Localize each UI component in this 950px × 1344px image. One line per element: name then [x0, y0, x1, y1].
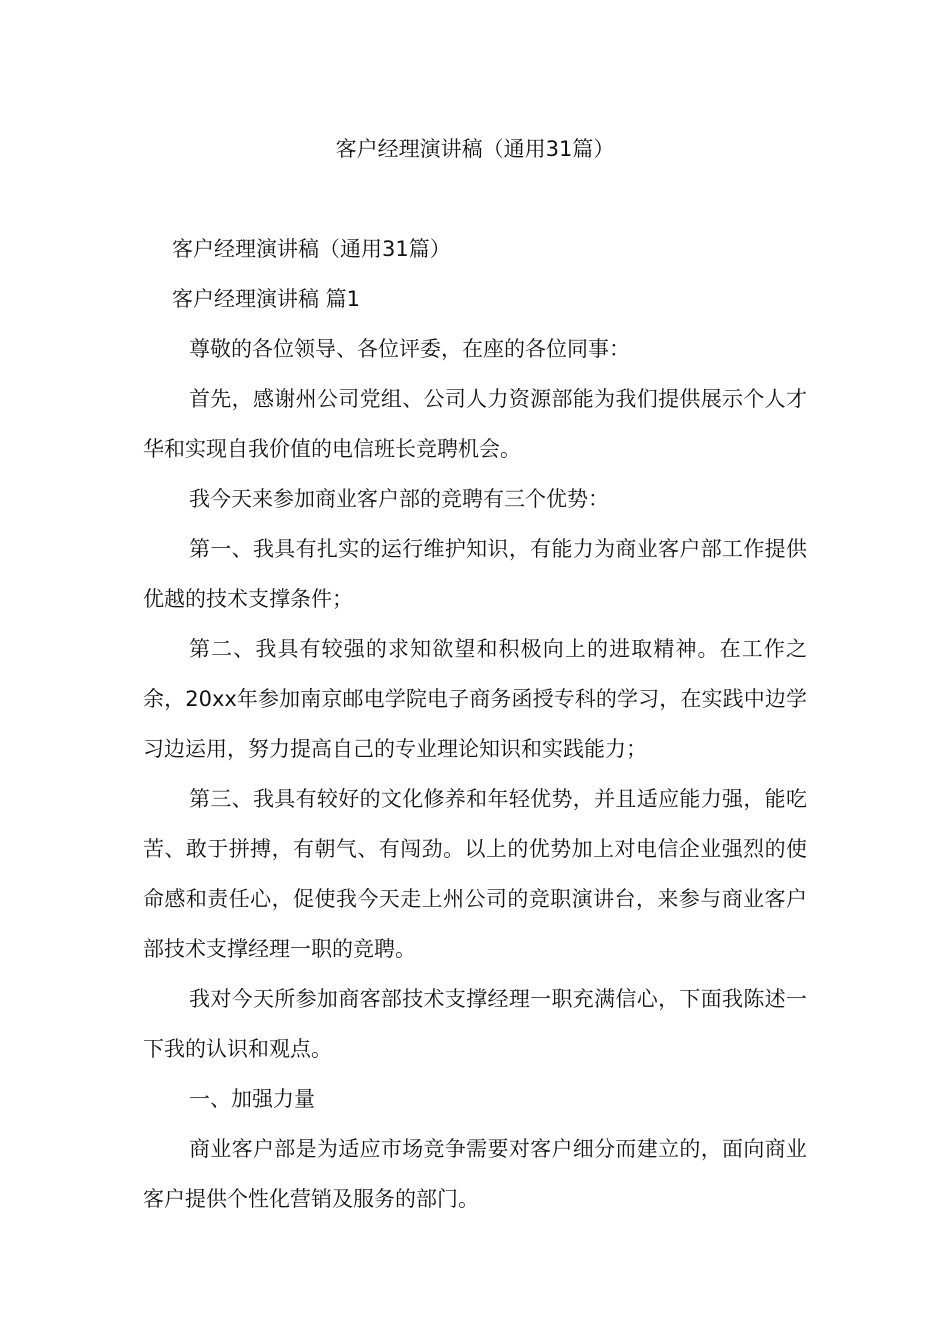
section-heading: 客户经理演讲稿 篇1	[172, 287, 361, 311]
paragraph: 第三、我具有较好的文化修养和年轻优势，并且适应能力强，能吃苦、敢于拼搏，有朝气、有闯劲。以上的优势加上对电信企业强烈的使命感和责任心，促使我今天走上州公司的竞职演讲台，来参与商业客户部技术支撑经理一职的竞聘。	[143, 787, 807, 961]
paragraph: 首先，感谢州公司党组、公司人力资源部能为我们提供展示个人才华和实现自我价值的电信班长竞聘机会。	[143, 387, 807, 461]
paragraph: 我对今天所参加商客部技术支撑经理一职充满信心，下面我陈述一下我的认识和观点。	[143, 987, 807, 1061]
document-body	[143, 224, 807, 1224]
paragraph: 第一、我具有扎实的运行维护知识，有能力为商业客户部工作提供优越的技术支撑条件；	[143, 537, 807, 611]
document-title: 客户经理演讲稿（通用31篇）	[335, 137, 615, 161]
document-subtitle: 客户经理演讲稿（通用31篇）	[172, 237, 451, 261]
paragraph: 第二、我具有较强的求知欲望和积极向上的进取精神。在工作之余，20xx年参加南京邮电学院电子商务函授专科的学习，在实践中边学习边运用，努力提高自己的专业理论知识和实践能力；	[143, 637, 807, 761]
paragraph: 我今天来参加商业客户部的竞聘有三个优势：	[189, 487, 609, 511]
subsection-heading: 一、加强力量	[189, 1087, 315, 1111]
paragraph: 商业客户部是为适应市场竞争需要对客户细分而建立的，面向商业客户提供个性化营销及服务的部门。	[143, 1137, 807, 1211]
paragraph-salutation: 尊敬的各位领导、各位评委，在座的各位同事：	[189, 337, 630, 361]
